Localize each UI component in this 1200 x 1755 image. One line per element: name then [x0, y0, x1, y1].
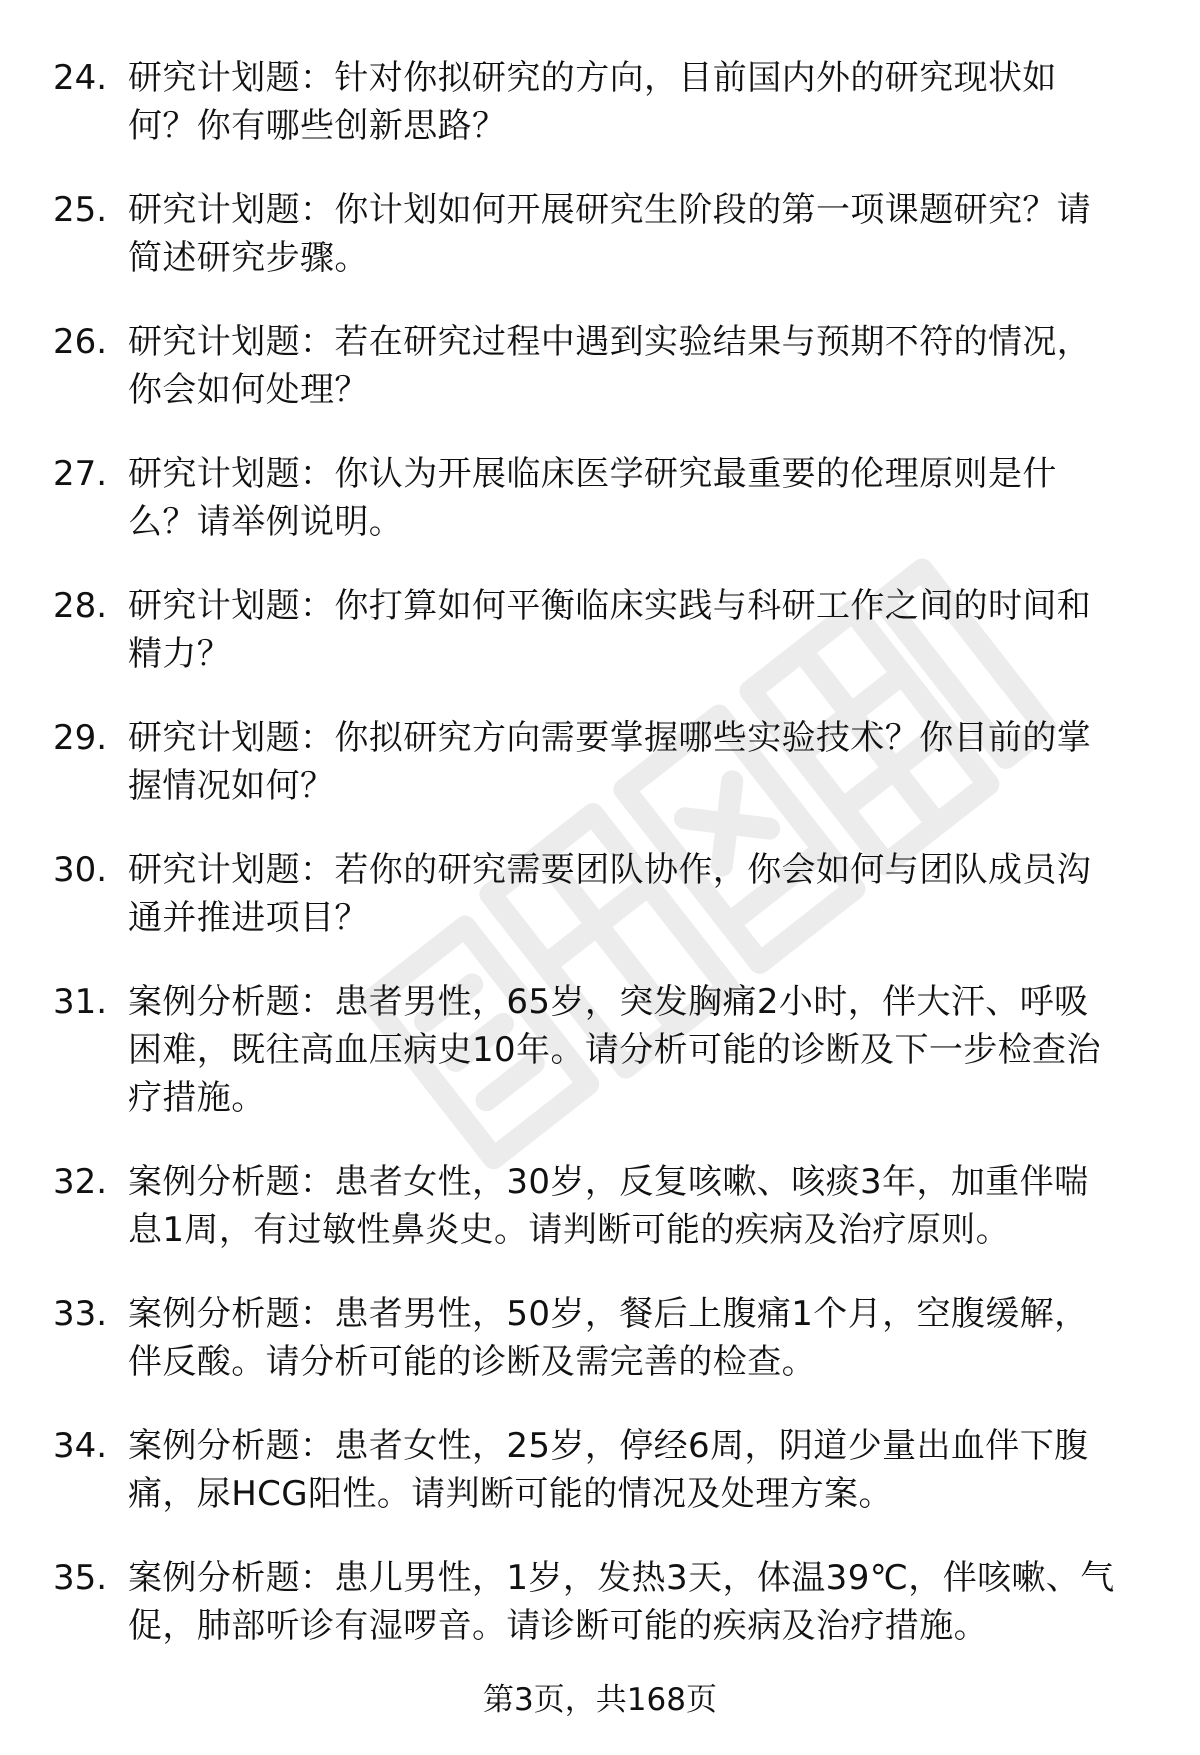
list-item: [0, 1158, 1200, 1290]
question-text: [128, 1290, 1138, 1386]
question-text: [128, 846, 1138, 942]
question-line: 案例分析题：患儿男性，1岁，发热3天，体温39℃，伴咳嗽、气: [128, 1558, 1115, 1598]
question-line: 案例分析题：患者女性，25岁，停经6周，阴道少量出血伴下腹: [128, 1426, 1089, 1466]
question-line: 案例分析题：患者男性，65岁，突发胸痛2小时，伴大汗、呼吸: [128, 982, 1089, 1022]
question-text: [128, 1554, 1138, 1650]
list-item: [0, 1422, 1200, 1554]
question-line: 疗措施。: [128, 1078, 266, 1118]
list-item: [0, 318, 1200, 450]
question-text: [128, 186, 1138, 282]
question-line: 案例分析题：患者女性，30岁，反复咳嗽、咳痰3年，加重伴喘: [128, 1162, 1089, 1202]
list-item: [0, 1290, 1200, 1422]
question-number: 29.: [53, 718, 108, 758]
list-item: [0, 1554, 1200, 1686]
question-line: 简述研究步骤。: [128, 238, 369, 278]
question-text: [128, 1422, 1138, 1518]
list-item: [0, 582, 1200, 714]
question-line: 伴反酸。请分析可能的诊断及需完善的检查。: [128, 1342, 816, 1382]
question-line: 何？你有哪些创新思路？: [128, 106, 507, 146]
question-line: 息1周，有过敏性鼻炎史。请判断可能的疾病及治疗原则。: [128, 1210, 1011, 1250]
question-text: [128, 450, 1138, 546]
question-number: 32.: [53, 1162, 108, 1202]
question-text: [128, 1158, 1138, 1254]
question-number: 28.: [53, 586, 108, 626]
question-number: 27.: [53, 454, 108, 494]
question-line: 促，肺部听诊有湿啰音。请诊断可能的疾病及治疗措施。: [128, 1606, 988, 1646]
question-text: [128, 318, 1138, 414]
question-line: 困难，既往高血压病史10年。请分析可能的诊断及下一步检查治: [128, 1030, 1101, 1070]
question-line: 握情况如何？: [128, 766, 335, 806]
question-text: [128, 54, 1138, 150]
list-item: [0, 714, 1200, 846]
question-text: [128, 978, 1138, 1122]
question-line: 研究计划题：你拟研究方向需要掌握哪些实验技术？你目前的掌: [128, 718, 1092, 758]
question-line: 痛，尿HCG阳性。请判断可能的情况及处理方案。: [128, 1474, 893, 1514]
question-text: [128, 714, 1138, 810]
list-item: [0, 54, 1200, 186]
question-number: 26.: [53, 322, 108, 362]
question-line: 研究计划题：若在研究过程中遇到实验结果与预期不符的情况，: [128, 322, 1092, 362]
list-item: [0, 186, 1200, 318]
question-line: 你会如何处理？: [128, 370, 369, 410]
list-item: [0, 846, 1200, 978]
question-number: 25.: [53, 190, 108, 230]
question-list: [0, 54, 1200, 1686]
question-number: 24.: [53, 58, 108, 98]
question-line: 研究计划题：若你的研究需要团队协作，你会如何与团队成员沟: [128, 850, 1092, 890]
question-line: 通并推进项目？: [128, 898, 369, 938]
question-line: 案例分析题：患者男性，50岁，餐后上腹痛1个月，空腹缓解，: [128, 1294, 1089, 1334]
question-number: 31.: [53, 982, 108, 1022]
question-number: 35.: [53, 1558, 108, 1598]
list-item: [0, 978, 1200, 1158]
question-text: [128, 582, 1138, 678]
list-item: [0, 450, 1200, 582]
question-line: 研究计划题：你打算如何平衡临床实践与科研工作之间的时间和: [128, 586, 1092, 626]
question-line: 研究计划题：你计划如何开展研究生阶段的第一项课题研究？请: [128, 190, 1092, 230]
question-number: 34.: [53, 1426, 108, 1466]
question-line: 研究计划题：你认为开展临床医学研究最重要的伦理原则是什: [128, 454, 1057, 494]
question-number: 30.: [53, 850, 108, 890]
page-number-footer: 第3页，共168页: [483, 1682, 717, 1718]
question-line: 研究计划题：针对你拟研究的方向，目前国内外的研究现状如: [128, 58, 1057, 98]
question-line: 么？请举例说明。: [128, 502, 404, 542]
question-line: 精力？: [128, 634, 232, 674]
question-number: 33.: [53, 1294, 108, 1334]
